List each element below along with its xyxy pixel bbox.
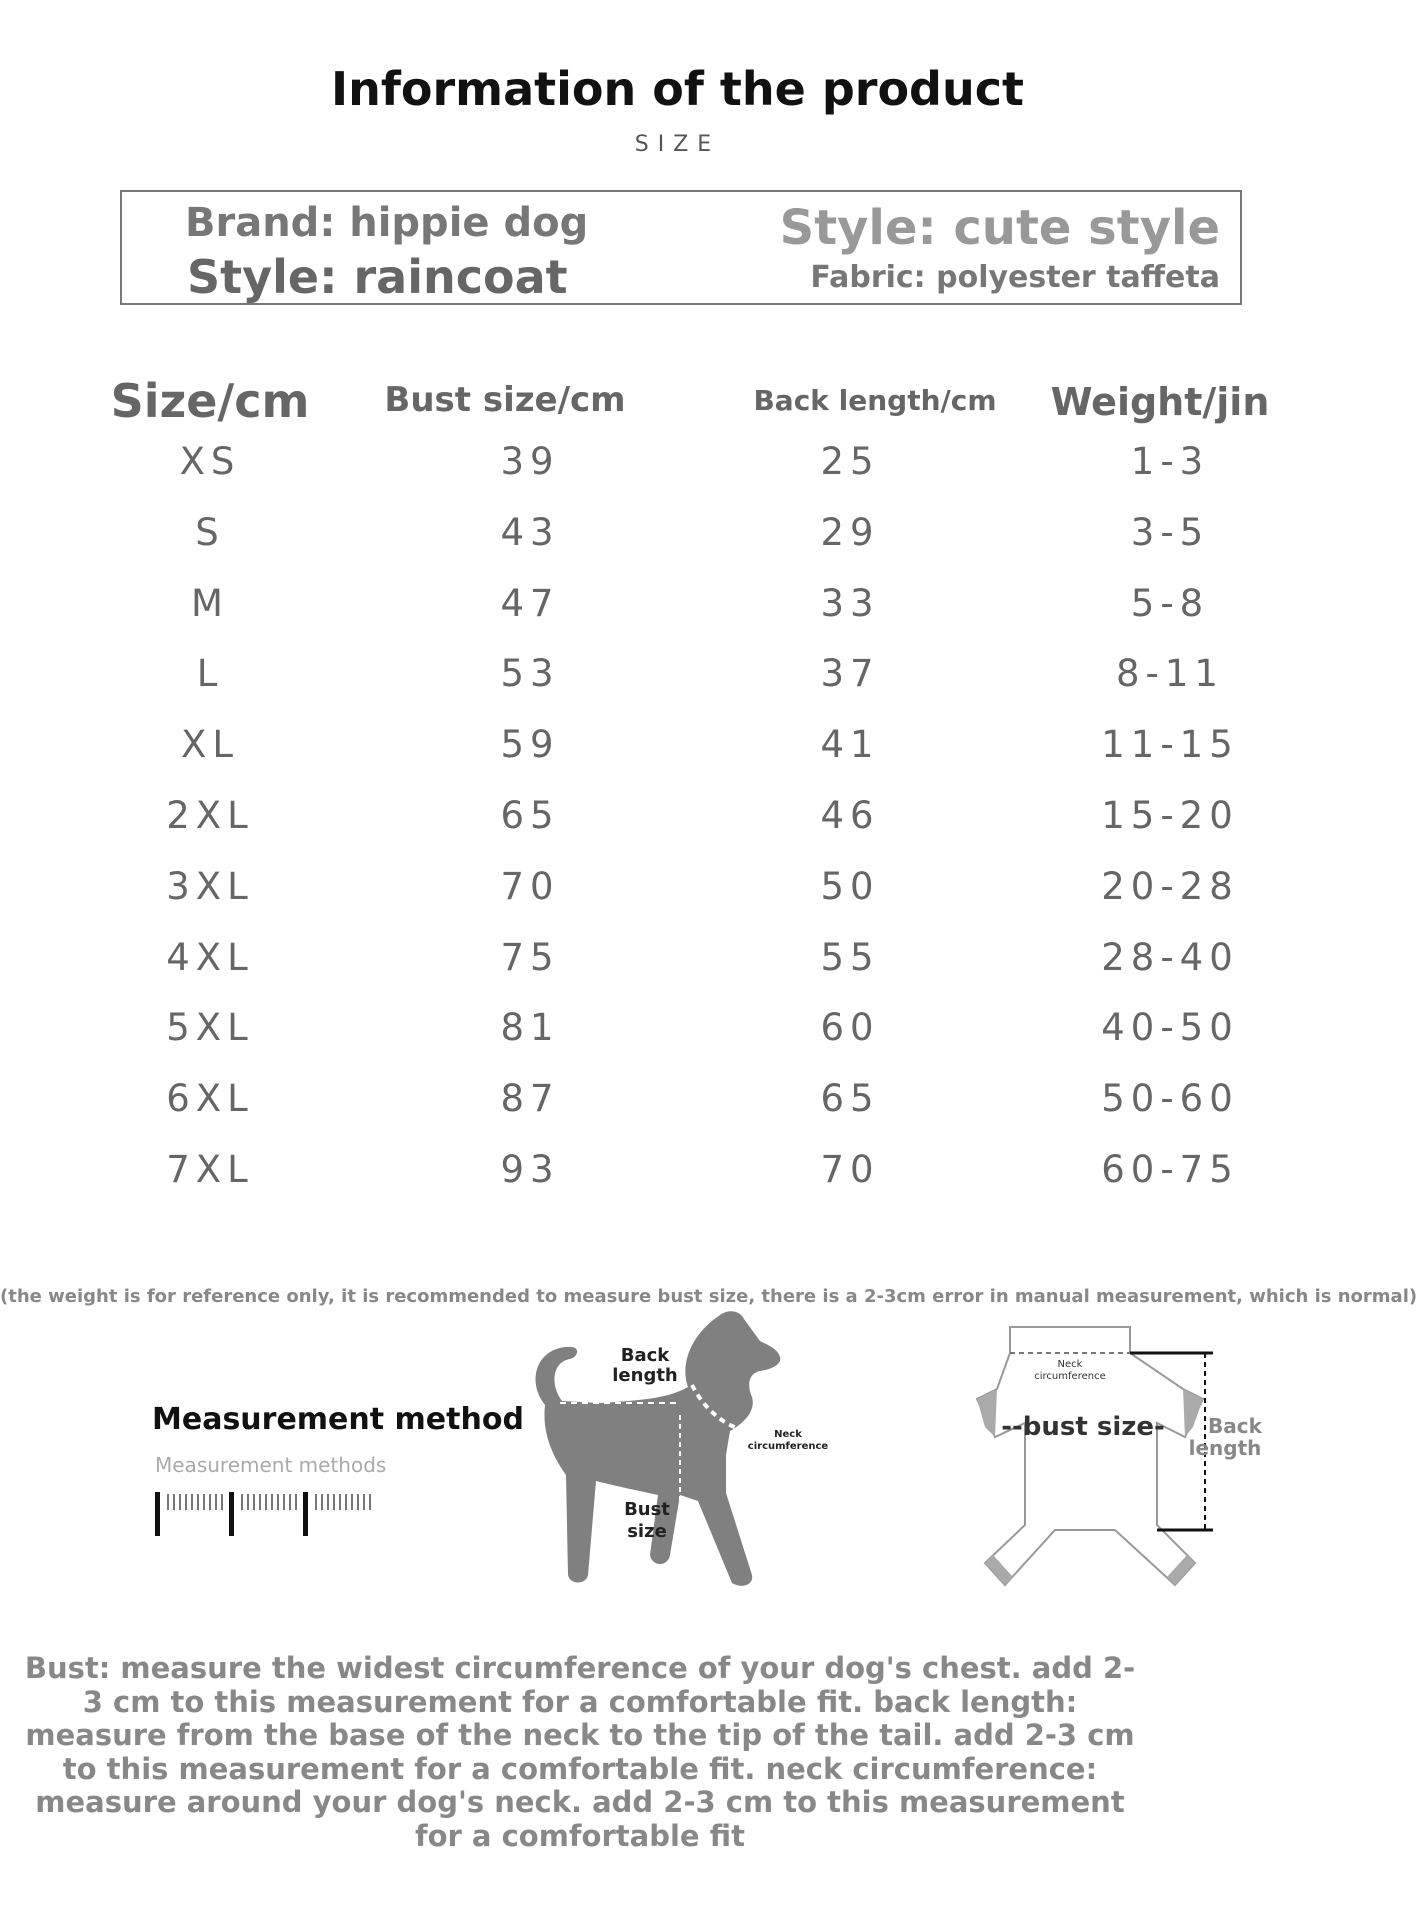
cell-weight: 40-50 bbox=[1101, 1006, 1239, 1050]
dog-neck-label-2: circumference bbox=[747, 1441, 829, 1452]
page-subtitle: SIZE bbox=[634, 132, 721, 157]
cell-bust: 93 bbox=[500, 1147, 560, 1191]
garment-back-length-label-1: Back bbox=[1208, 1414, 1262, 1438]
cell-weight: 5-8 bbox=[1130, 581, 1210, 625]
cell-back-length: 60 bbox=[820, 1006, 880, 1050]
table-row bbox=[0, 865, 1355, 936]
garment-neck-label-2: circumference bbox=[1034, 1371, 1106, 1382]
cell-weight: 15-20 bbox=[1101, 793, 1239, 837]
table-row bbox=[0, 794, 1355, 865]
cell-back-length: 65 bbox=[820, 1077, 880, 1121]
garment-diagram bbox=[935, 1315, 1262, 1595]
cell-bust: 81 bbox=[500, 1006, 560, 1050]
cell-size: 2XL bbox=[166, 793, 254, 837]
table-row bbox=[0, 652, 1355, 723]
table-row bbox=[0, 1006, 1355, 1077]
cell-bust: 43 bbox=[500, 510, 560, 554]
cell-size: 6XL bbox=[166, 1077, 254, 1121]
garment-neck-label-1: Neck bbox=[1057, 1359, 1083, 1370]
table-row bbox=[0, 936, 1355, 1007]
cell-size: 4XL bbox=[166, 935, 254, 979]
dog-diagram bbox=[520, 1305, 840, 1595]
table-row bbox=[0, 1077, 1355, 1148]
cell-size: M bbox=[191, 581, 229, 625]
ruler-icon bbox=[155, 1492, 385, 1538]
dog-back-length-label-2: length bbox=[612, 1365, 678, 1386]
column-header-bust: Bust size/cm bbox=[384, 380, 626, 420]
cell-back-length: 37 bbox=[820, 652, 880, 696]
cell-bust: 65 bbox=[500, 793, 560, 837]
cell-size: XS bbox=[179, 440, 241, 483]
cell-back-length: 55 bbox=[820, 935, 880, 979]
table-row bbox=[0, 723, 1355, 794]
cell-back-length: 33 bbox=[820, 581, 880, 625]
cell-bust: 47 bbox=[500, 581, 560, 625]
cell-weight: 50-60 bbox=[1101, 1077, 1239, 1121]
cell-bust: 75 bbox=[500, 935, 560, 979]
cell-back-length: 41 bbox=[820, 723, 880, 767]
cell-back-length: 46 bbox=[820, 793, 880, 837]
dog-bust-label-2: size bbox=[627, 1521, 667, 1542]
garment-bust-label: --bust size- bbox=[1001, 1412, 1165, 1442]
cell-bust: 53 bbox=[500, 652, 560, 696]
cell-back-length: 29 bbox=[820, 510, 880, 554]
dog-neck-label-1: Neck bbox=[774, 1429, 802, 1440]
column-header-size: Size/cm bbox=[110, 374, 310, 428]
measurement-method-title: Measurement method bbox=[152, 1402, 524, 1437]
table-row bbox=[0, 1148, 1355, 1219]
cell-size: L bbox=[196, 652, 224, 696]
dog-back-length-label-1: Back bbox=[620, 1345, 670, 1366]
cell-weight: 20-28 bbox=[1101, 864, 1239, 908]
cell-size: XL bbox=[181, 723, 239, 767]
fabric-label: Fabric: polyester taffeta bbox=[810, 260, 1220, 295]
cell-back-length: 70 bbox=[820, 1147, 880, 1191]
reference-note: (the weight is for reference only, it is recommended to measure bust size, there is a 2-3cm error in manual measurement, which is normal) bbox=[0, 1286, 1417, 1307]
cell-weight: 3-5 bbox=[1130, 510, 1210, 554]
cell-weight: 11-15 bbox=[1101, 723, 1239, 767]
table-row bbox=[0, 511, 1355, 582]
style-secondary-label: Style: cute style bbox=[779, 200, 1220, 256]
style-label: Style: raincoat bbox=[187, 250, 568, 304]
measurement-description: Bust: measure the widest circumference of your dog's chest. add 2-3 cm to this measurement for a comfortable fit. back length: measure from the base of the neck to the tip of the tail. add 2-3 cm to this measurement for a comfortable fit. neck circumference: measure around your dog's neck. add 2-3 cm to this measurement for a comfortable fit bbox=[24, 1651, 1136, 1853]
cell-size: 3XL bbox=[166, 864, 254, 908]
cell-bust: 59 bbox=[500, 723, 560, 767]
cell-back-length: 25 bbox=[820, 440, 880, 483]
column-header-back-length: Back length/cm bbox=[753, 384, 997, 417]
dog-bust-label-1: Bust bbox=[624, 1499, 670, 1520]
cell-bust: 39 bbox=[500, 440, 560, 483]
column-header-weight: Weight/jin bbox=[1050, 380, 1270, 424]
cell-bust: 87 bbox=[500, 1077, 560, 1121]
brand-label: Brand: hippie dog bbox=[185, 200, 589, 246]
table-row bbox=[0, 440, 1355, 511]
table-row bbox=[0, 582, 1355, 653]
garment-outline bbox=[977, 1327, 1203, 1585]
cell-size: 7XL bbox=[166, 1147, 254, 1191]
page-title: Information of the product bbox=[331, 62, 1024, 116]
cell-weight: 8-11 bbox=[1116, 652, 1224, 696]
cell-back-length: 50 bbox=[820, 864, 880, 908]
size-table bbox=[0, 440, 1355, 1219]
product-info-box bbox=[120, 190, 1242, 305]
cell-weight: 1-3 bbox=[1130, 440, 1210, 483]
cell-bust: 70 bbox=[500, 864, 560, 908]
cell-size: 5XL bbox=[166, 1006, 254, 1050]
measurement-method-subtitle: Measurement methods bbox=[155, 1453, 387, 1477]
cell-weight: 60-75 bbox=[1101, 1147, 1239, 1191]
cell-size: S bbox=[195, 510, 225, 554]
cell-weight: 28-40 bbox=[1101, 935, 1239, 979]
garment-back-length-label-2: length bbox=[1188, 1436, 1262, 1460]
